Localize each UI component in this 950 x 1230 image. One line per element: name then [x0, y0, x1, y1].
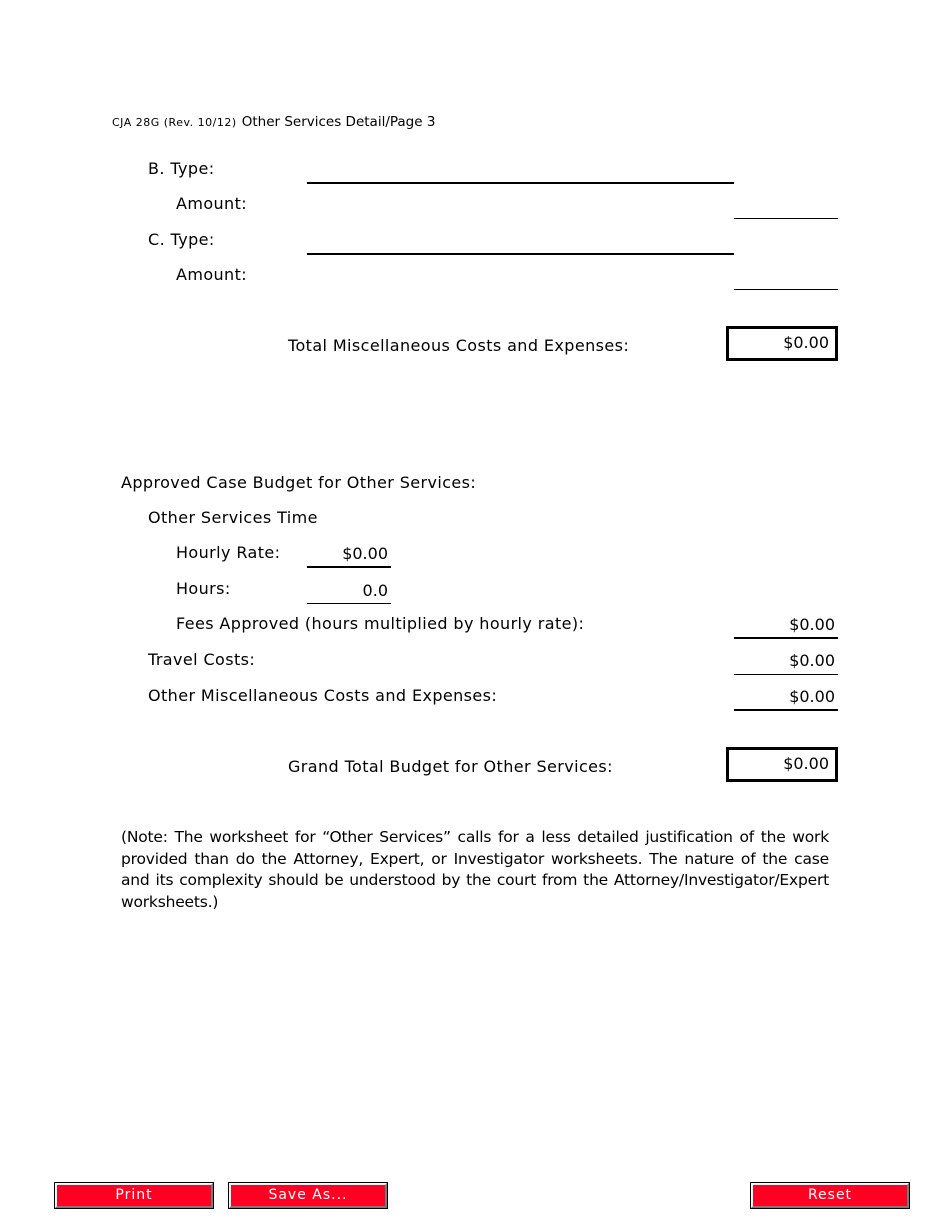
hours-input[interactable]: [307, 577, 391, 604]
grand-total-label: Grand Total Budget for Other Services:: [288, 757, 613, 776]
form-header: [112, 112, 435, 132]
worksheet-note: (Note: The worksheet for “Other Services” calls for a less detailed justification of the work provided than do the Attorney, Expert, or Investigator worksheets. The nature of the case and its complexity should be understood by the court from the Attorney/Investigator/Expert worksheets.): [121, 828, 829, 911]
total-misc-value: $0.00: [726, 326, 838, 361]
b-type-input[interactable]: [307, 160, 734, 184]
travel-costs-label: Travel Costs:: [148, 650, 256, 669]
hours-label: Hours:: [176, 579, 231, 598]
save-as-button[interactable]: Save As...: [229, 1183, 387, 1208]
travel-costs-input[interactable]: [734, 647, 838, 675]
fees-approved-input[interactable]: [734, 611, 838, 639]
reset-button[interactable]: Reset: [751, 1183, 909, 1208]
services-time-heading: Other Services Time: [148, 508, 318, 527]
budget-heading: Approved Case Budget for Other Services:: [121, 473, 477, 492]
print-button[interactable]: Print: [55, 1183, 213, 1208]
b-amount-input[interactable]: [734, 196, 838, 219]
other-misc-input[interactable]: [734, 683, 838, 711]
b-amount-label: Amount:: [176, 194, 248, 213]
fees-approved-label: Fees Approved (hours multiplied by hourly rate):: [176, 614, 585, 633]
c-amount-label: Amount:: [176, 265, 248, 284]
hourly-rate-input[interactable]: [307, 541, 391, 568]
b-type-label: B. Type:: [148, 159, 215, 178]
total-misc-label: Total Miscellaneous Costs and Expenses:: [288, 336, 630, 355]
c-type-label: C. Type:: [148, 230, 215, 249]
hourly-rate-label: Hourly Rate:: [176, 543, 281, 562]
c-amount-input[interactable]: [734, 267, 838, 290]
grand-total-value: $0.00: [726, 747, 838, 782]
other-misc-label: Other Miscellaneous Costs and Expenses:: [148, 686, 498, 705]
form-code: CJA 28G (Rev. 10/12): [112, 116, 237, 129]
page-title: Other Services Detail/Page 3: [241, 114, 436, 130]
c-type-input[interactable]: [307, 231, 734, 255]
